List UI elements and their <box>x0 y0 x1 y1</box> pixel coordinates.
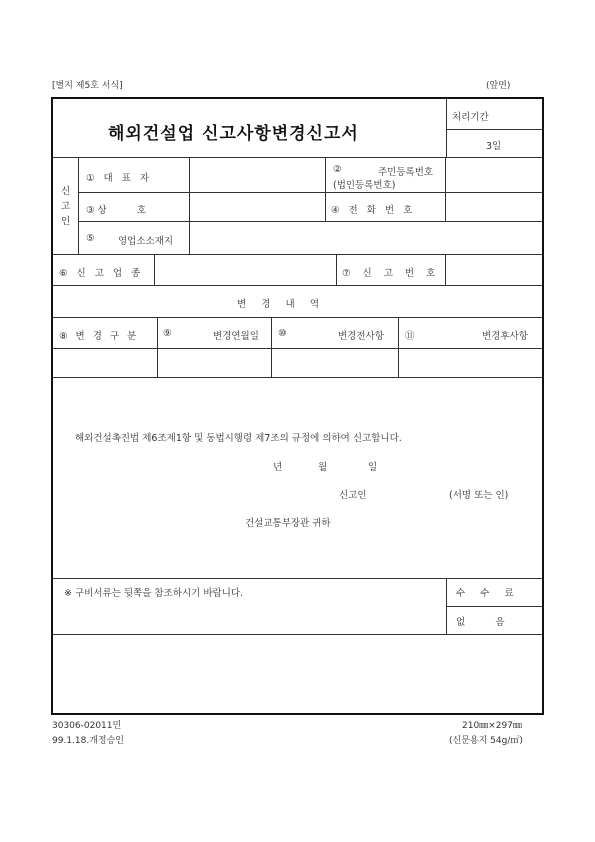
office-address-marker: ⑤ <box>86 233 95 244</box>
sign-note: (서명 또는 인) <box>449 490 509 501</box>
addressee: 건설교통부장관 귀하 <box>245 518 331 529</box>
phone-field[interactable] <box>446 193 542 221</box>
form-code: 30306-02011민 <box>52 721 122 731</box>
report-no-field[interactable] <box>446 255 542 285</box>
declaration-statement: 해외건설촉진법 제6조제1항 및 동법시행령 제7조의 규정에 의하여 신고합니다. <box>75 433 402 444</box>
report-no-label: ⑦ 신 고 번 호 <box>342 268 436 279</box>
report-type-label: ⑥ 신 고 업 종 <box>59 268 141 279</box>
trade-name-field[interactable] <box>190 193 325 221</box>
form-title: 해외건설업 신고사항변경신고서 <box>108 124 359 144</box>
signer-label: 신고인 <box>339 490 367 501</box>
date-day-label: 일 <box>368 462 378 473</box>
col-before: 변경전사항 <box>338 331 384 342</box>
office-address-field[interactable] <box>190 222 542 254</box>
office-address-label: 영업소소재지 <box>118 236 174 247</box>
before-field[interactable] <box>272 349 397 377</box>
paper-type: (신문용지 54g/㎡) <box>449 736 523 746</box>
report-type-field[interactable] <box>155 255 336 285</box>
change-category-field[interactable] <box>54 349 156 377</box>
attachments-note: ※ 구비서류는 뒷쪽을 참조하시기 바랍니다. <box>64 588 244 599</box>
phone-label: ④ 전 화 번 호 <box>331 205 413 216</box>
date-year-label: 년 <box>273 462 283 473</box>
fee-value: 없 음 <box>456 617 505 628</box>
representative-field[interactable] <box>190 158 325 192</box>
fee-label: 수 수 료 <box>456 588 514 599</box>
approval-date: 99.1.18.개정승인 <box>52 736 124 746</box>
paper-size: 210㎜×297㎜ <box>462 721 522 731</box>
col-change-category: ⑧ 변 경 구 분 <box>59 331 137 342</box>
col-before-marker: ⑩ <box>278 328 287 339</box>
page-side-label: (앞면) <box>486 81 511 91</box>
reg-no-marker: ② <box>333 164 342 175</box>
change-date-field[interactable] <box>158 349 270 377</box>
reg-no-label: 주민등록번호 <box>378 167 434 178</box>
form-number: [별지 제5호 서식] <box>52 81 123 91</box>
reg-no-field[interactable] <box>446 158 542 192</box>
trade-name-label: ③ 상 호 <box>86 205 147 216</box>
col-after: 변경후사항 <box>482 331 528 342</box>
date-month-label: 월 <box>318 462 328 473</box>
changes-section-title: 변 경 내 역 <box>237 299 320 310</box>
after-field[interactable] <box>399 349 542 377</box>
col-change-date-marker: ⑨ <box>163 328 172 339</box>
applicant-group-label: 신 고 인 <box>61 186 71 227</box>
col-change-date: 변경연월일 <box>213 331 259 342</box>
corp-reg-no-label: (법인등록번호) <box>333 180 396 191</box>
col-after-marker: ⑪ <box>405 331 415 342</box>
processing-period-value: 3일 <box>486 141 502 152</box>
representative-label: ① 대 표 자 <box>86 173 150 184</box>
processing-period-label: 처리기간 <box>452 112 489 123</box>
